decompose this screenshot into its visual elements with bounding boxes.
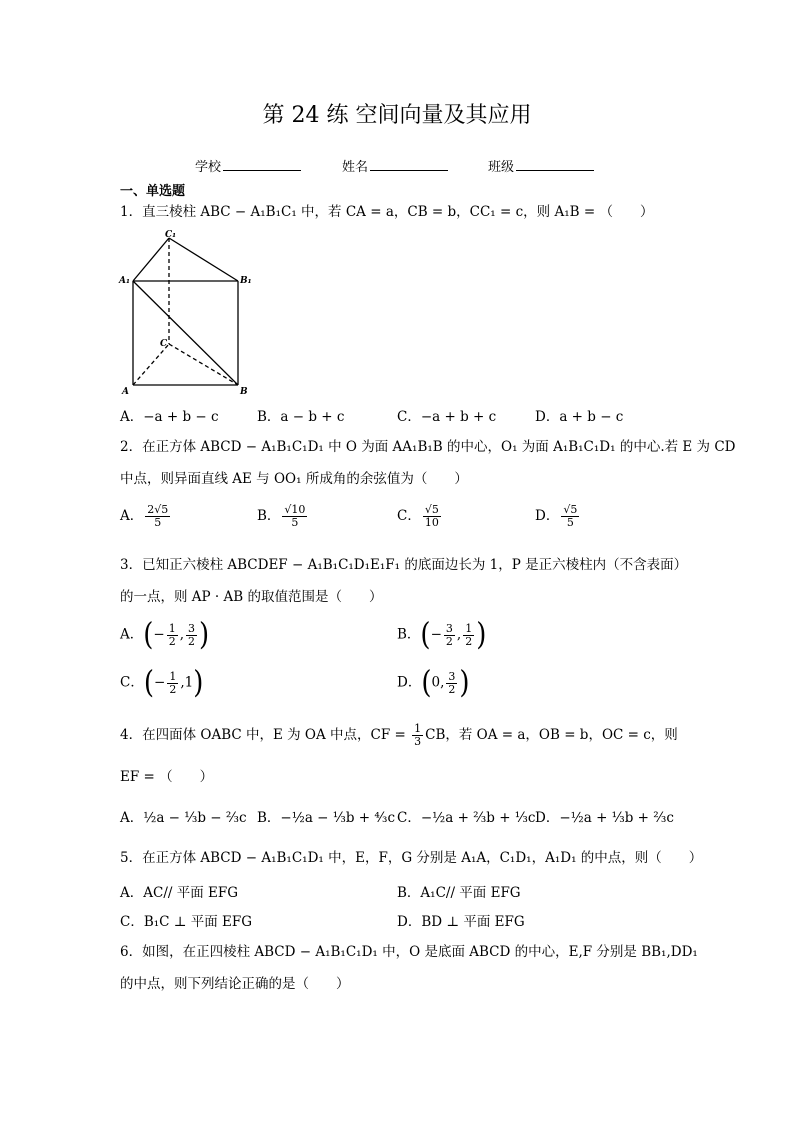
edge-a1c1 — [133, 238, 169, 281]
q1-option-b[interactable]: B．a − b + c — [257, 409, 345, 425]
q3-stem-line2: 的一点，则 AP · AB 的取值范围是（ ） — [120, 589, 383, 605]
label-b: B — [240, 387, 248, 397]
q3-stem-line1: 3．已知正六棱柱 ABCDEF − A₁B₁C₁D₁E₁F₁ 的底面边长为 1，P 是正六棱柱内（不含表面） — [120, 557, 688, 573]
q4-stem-line1: 4．在四面体 OABC 中，E 为 OA 中点，CF = $\frac{1}{3}$ CB，若 OA = a，OB = b，OC = c，则 — [120, 722, 678, 748]
q3-option-d[interactable]: D．(0, $\frac{3}{2}$ ) — [397, 665, 470, 701]
q4-option-b[interactable]: B．−½a − ⅓b + ⁴⁄₃c — [257, 810, 396, 826]
q2-stem-line2: 中点，则异面直线 AE 与 OO₁ 所成角的余弦值为（ ） — [120, 471, 468, 487]
school-field — [195, 156, 301, 175]
q4-stem-line2: EF = （ ） — [120, 769, 214, 785]
school-blank[interactable] — [223, 158, 301, 171]
q1-option-d[interactable]: D．a + b − c — [535, 409, 624, 425]
segment-a1b — [133, 281, 238, 385]
q2-option-d[interactable]: D． $\frac{√5}{5}$ — [535, 503, 578, 529]
q3-option-a[interactable]: A．(− $\frac{1}{2}$ , $\frac{3}{2}$ ) — [120, 617, 210, 653]
q1-stem: 1．直三棱柱 ABC − A₁B₁C₁ 中，若 CA = a，CB = b，CC₁ = c，则 A₁B = （ ） — [120, 204, 654, 220]
prism-figure — [116, 226, 256, 398]
q6-stem-line2: 的中点，则下列结论正确的是（ ） — [120, 976, 350, 992]
q2-option-a[interactable]: A． $\frac{2√5}{5}$ — [120, 503, 169, 529]
q4-option-c[interactable]: C．−½a + ⅔b + ⅓c — [397, 810, 536, 826]
q3-option-b[interactable]: B．(− $\frac{3}{2}$ , $\frac{1}{2}$ ) — [397, 617, 487, 653]
q5-option-a[interactable]: A．AC// 平面 EFG — [120, 885, 239, 901]
q3-option-c[interactable]: C．(− $\frac{1}{2}$ ,1) — [120, 665, 204, 701]
q1-option-c[interactable]: C．−a + b + c — [397, 409, 497, 425]
q5-option-b[interactable]: B．A₁C// 平面 EFG — [397, 885, 521, 901]
q5-option-d[interactable]: D．BD ⊥ 平面 EFG — [397, 914, 525, 930]
page-title: 第 24 练 空间向量及其应用 — [262, 103, 532, 128]
school-label: 学校 — [195, 160, 222, 175]
q6-stem-line1: 6．如图，在正四棱柱 ABCD − A₁B₁C₁D₁ 中，O 是底面 ABCD 的中心，E,F 分别是 BB₁,DD₁ — [120, 944, 698, 960]
q5-option-c[interactable]: C．B₁C ⊥ 平面 EFG — [120, 914, 253, 930]
label-c1: C₁ — [165, 230, 177, 240]
class-field — [488, 156, 594, 175]
section-heading: 一、单选题 — [120, 184, 186, 199]
class-blank[interactable] — [516, 158, 594, 171]
label-a: A — [122, 387, 129, 397]
q4-option-a[interactable]: A．½a − ⅓b − ⅔c — [120, 810, 247, 826]
name-field — [342, 156, 448, 175]
q2-option-c[interactable]: C． $\frac{√5}{10}$ — [397, 503, 439, 529]
label-a1: A₁ — [119, 276, 130, 286]
name-blank[interactable] — [370, 158, 448, 171]
q2-stem-line1: 2．在正方体 ABCD − A₁B₁C₁D₁ 中 O 为面 AA₁B₁B 的中心，O₁ 为面 A₁B₁C₁D₁ 的中心.若 E 为 CD — [120, 439, 736, 455]
class-label: 班级 — [488, 160, 515, 175]
q1-option-a[interactable]: A．−a + b − c — [120, 409, 219, 425]
label-b1: B₁ — [240, 276, 252, 286]
label-c: C — [160, 339, 168, 349]
q4-option-d[interactable]: D．−½a + ⅓b + ⅔c — [535, 810, 674, 826]
q5-stem: 5．在正方体 ABCD − A₁B₁C₁D₁ 中，E，F，G 分别是 A₁A，C₁D₁，A₁D₁ 的中点，则（ ） — [120, 850, 703, 866]
edge-ac — [133, 344, 169, 385]
name-label: 姓名 — [342, 160, 369, 175]
q2-option-b[interactable]: B． $\frac{√10}{5}$ — [257, 503, 306, 529]
edge-c1b1 — [169, 238, 238, 281]
